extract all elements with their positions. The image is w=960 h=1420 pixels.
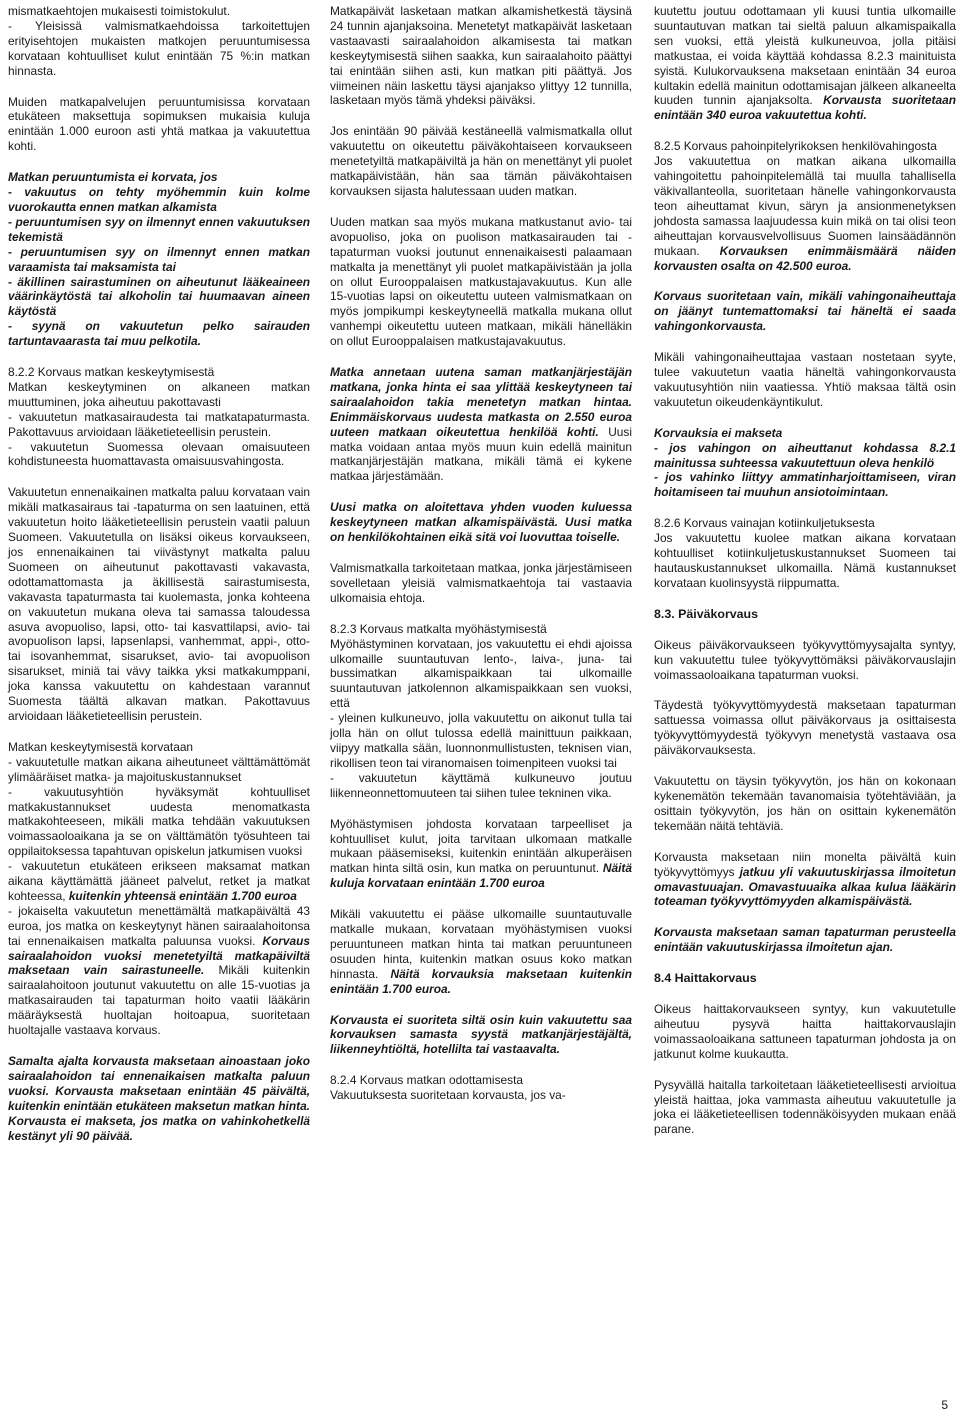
paragraph-text: Matkan keskeytymisestä korvataan - vakuutetulle matkan aikana aiheutuneet välttämättömät ylimääräiset matka- ja majoituskustannukset - vakuutusyhtiön hyväksymät kohtuulliset matkakustannukset uudesta menomatkasta matkakohteeseen, mikäli matka tehdään vakuutuksen voimassaoloaikana ja se on välttämätön työsuhteen tai oppilaitoksessa tapahtuvan opiskelun jatkumisen vuoksi - vakuutetun etukäteen erikseen maksamat matkan aikana käyttämättä jääneet palvelut, retket ja matkat kohteessa,	[8, 739, 310, 903]
section-8-2-5	[654, 139, 956, 273]
paragraph-text: kuutettu joutuu odottamaan yli kuusi tuntia ulkomaille suuntautuvan matkan tai sieltä paluun alkamispaikalla sen vuoksi, että yleistä kulkuneuvoa, jolla pitäisi matkustaa, ei voida käyttää kohdassa 8.2.3 mainituista syistä. Kulukorvauksena maksetaan enintään 34 euroa kultakin edellä mainitun odottamisajan jälkeen alkaneelta kuuden tunnin ajanjaksolta.	[654, 4, 956, 108]
emphasis-text: Korvausta suoritetaan enintään 340 euroa vakuutettua kohti.	[654, 93, 956, 123]
section-heading: 8.3. Päiväkorvaus	[654, 606, 759, 621]
paragraph	[330, 817, 632, 892]
section-8-2-3: 8.2.3 Korvaus matkalta myöhästymisestä Myöhästyminen korvataan, jos vakuutettu ei ehdi ajoissa ulkomaille suuntautuvan lento-, laiva-, juna- tai bussimatkan alkamispaikkaan tai ulkomaille suuntautuvan jatkolennon alkamispaikkaan sen vuoksi, että - yleinen kulkuneuvo, jolla vakuutettu on aikonut tulla tai jolla hän on ollut tulossa edellä mainittuun paikkaan, viipyy matkalla sään, luonnonmullistusten, teknisen vian, rikollisen teon tai viranomaisen toimenpiteen vuoksi tai - vakuutetun käyttämä kulkuneuvo joutuu liikenneonnettomuuteen tai siihen tulee tekninen vika.	[330, 621, 632, 800]
exclusions-list: Korvauksia ei makseta - jos vahingon on aiheuttanut kohdassa 8.2.1 mainitussa suhteessa vakuutettuun oleva henkilö - jos vahinko liittyy ammatinharjoittamiseen, viran hoitamiseen tai muuhun ansiotoimintaan.	[654, 425, 956, 500]
paragraph: Valmismatkalla tarkoitetaan matkaa, jonka järjestämiseen sovelletaan yleisiä valmismatkaehtoja tai vastaavia ulkomaisia ehtoja.	[330, 561, 632, 605]
paragraph-text: Mikäli vakuutettu ei pääse ulkomaille suuntautuvalle matkalle mukaan, korvataan myöhästymisen vuoksi peruuntuneen matkan hinta tai matkan peruuntuneen osuuden hinta, kuitenkin matkan osuus koko matkan hinnasta.	[330, 907, 632, 981]
emphasis-text: Matka annetaan uutena saman matkanjärjestäjän matkana, jonka hinta ei saa ylittää keskeytyneen tai sairaalahoidon takia menetetyn matkan hintaa. Enimmäiskorvaus uudesta matkasta on 2.550 euroa uuteen matkaan oikeutettua henkilöä kohti.	[330, 365, 632, 439]
exclusions-list: Matkan peruuntumista ei korvata, jos - vakuutus on tehty myöhemmin kuin kolme vuorokautta ennen matkan alkamista - peruuntumisen syy on ilmennyt ennen vakuutuksen tekemistä - peruuntumisen syy on ilmennyt ennen matkan varaamista tai maksamista tai - äkillinen sairastuminen on aiheutunut lääkeaineen väärinkäytöstä tai alkoholin tai huumaavan aineen käytöstä - syynä on vakuutetun pelko sairauden tartuntavaarasta tai muu pelkotila.	[8, 170, 310, 349]
paragraph: Jos enintään 90 päivää kestäneellä valmismatkalla ollut vakuutettu on oikeutettu päiväkohtaiseen korvaukseen menetetyiltä matkapäiviltä ja hän on menettänyt yli puolet matkapäivistään, hän saa tämän päiväkohtaisen korvauksen sijasta halutessaan uuden matkan.	[330, 124, 632, 198]
emphasis-paragraph: Uusi matka on aloitettava yhden vuoden kuluessa keskeytyneen matkan alkamispäivästä. Uusi matka on henkilökohtainen eikä sitä voi luovuttaa toiselle.	[330, 500, 632, 545]
paragraph-text: 8.2.5 Korvaus pahoinpitelyrikoksen henkilövahingosta Jos vakuutettua on matkan aikana ulkomailla vahingoitettu pahoinpitelemällä tai muulla tahallisella väkivallanteolla, suoritetaan hänelle vahingonkorvausta teon aiheuttamat kivun, säryn ja ansionmenetyksen johdosta samassa laajuudessa kuin mikä on tai olisi teon aiheuttajan korvausvelvollisuus Suomen lainsäädännön mukaan.	[654, 139, 956, 258]
section-8-2-2: 8.2.2 Korvaus matkan keskeytymisestä Matkan keskeytyminen on alkaneen matkan muuttuminen, joka aiheutuu pakottavasti - vakuutetun matkasairaudesta tai matkatapaturmasta. Pakottavuus arvioidaan lääketieteellisin perustein. - vakuutetun Suomessa olevaan omaisuuteen kohdistuneesta huomattavasta omaisuusvahingosta.	[8, 365, 310, 469]
emphasis-text: jatkuu yli vakuutuskirjassa ilmoitetun omavastuuajan. Omavastuuaika alkaa kulua lääkärin toteaman työkyvyttömyyden alkamispäivästä.	[654, 864, 956, 909]
emphasis-paragraph: Korvaus suoritetaan vain, mikäli vahingonaiheuttaja on jäänyt tuntemattomaksi tai häneltä ei saada vahingonkorvausta.	[654, 289, 956, 334]
paragraph: mismatkaehtojen mukaisesti toimistokulut. - Yleisissä valmismatkaehdoissa tarkoitettujen erityisehtojen mukaisten matkojen peruuntumisessa korvataan kohtuulliset kulut enintään 75 %:in matkan hinnasta.	[8, 4, 310, 78]
paragraph: Vakuutettu on täysin työkyvytön, jos hän on kokonaan kykenemätön tekemään tavanomaisia työtehtäviään, ja osittain työkyvytön, jos hän on osittain kykenemätön tekemään näitä tehtäviä.	[654, 774, 956, 833]
paragraph: Pysyvällä haitalla tarkoitetaan lääketieteellisesti arvioitua yleistä haittaa, joka vammasta aiheutuu vakuutetulle ja joka ei lääketieteellisen todennäköisyyden mukaan enää parane.	[654, 1077, 956, 1137]
paragraph: Oikeus päiväkorvaukseen työkyvyttömyysajalta syntyy, kun vakuutettu tulee työkyvyttömäksi päiväkorvauslajin voimassaoloaikana tapaturman vuoksi.	[654, 637, 956, 682]
emphasis-text: Näitä kuluja korvataan enintään 1.700 euroa	[330, 861, 632, 891]
column-2	[330, 4, 632, 1119]
emphasis-paragraph: Samalta ajalta korvausta maksetaan ainoastaan joko sairaalahoidon tai ennenaikaisen matkalta paluun vuoksi. Korvausta maksetaan enintään 45 päivältä, kuitenkin enintään etukäteen maksetun matkan hinta. Korvausta ei makseta, jos matka on vahinkohetkellä kestänyt yli 90 päivää.	[8, 1054, 310, 1143]
emphasis-text: Korvauksen enimmäismäärä näiden korvausten osalta on 42.500 euroa.	[654, 243, 956, 273]
paragraph: Mikäli vahingonaiheuttajaa vastaan nostetaan syyte, tulee vakuutetun vaatia häneltä vahingonkorvausta vakuutusyhtiön niin vaatiessa. Yhtiö maksaa tältä osin vakuutetun oikeudenkäyntikulut.	[654, 350, 956, 409]
column-1	[8, 4, 310, 1159]
section-8-2-6: 8.2.6 Korvaus vainajan kotiinkuljetuksesta Jos vakuutettu kuolee matkan aikana korvataan kohtuulliset kotiinkuljetuskustannukset Suomeen tai hautauskustannukset ulkomailla. Nämä kustannukset korvataan kuolinsyystä riippumatta.	[654, 516, 956, 590]
paragraph: Vakuutetun ennenaikainen matkalta paluu korvataan vain mikäli matkasairaus tai -tapaturma on sen laatuinen, että vakuutetun hoito lääketieteellisin perustein vaatii paluun Suomeen. Vakuutetulla on lisäksi oikeus korvaukseen, jos ennenaikainen tai viivästynyt matkalta paluu Suomeen on aiheutunut pakottavasti vakavasta, odottamattomasta ja äkillisestä sairastumisesta, vakavasta tapaturmasta tai kuolemasta, jonka kohteena on vakuutetun mukana oleva tai samassa taloudessa asuva avopuoliso, lapsi, otto- tai kasvattilapsi, avio- tai avopuolison lapsi, lapsenlapsi, vanhemmat, appi-, otto- tai isovanhemmat, sisarukset, avio- tai avopuolison sisarukset, miniä tai vävy taikka yksi matkakumppani, joka kanssa vakuutettu on kahdestaan varannut Suomesta täältä alkavan matkan. Pakottavuus arvioidaan lääketieteellisin perustein.	[8, 485, 310, 723]
paragraph-text: - jokaiselta vakuutetun menettämältä matkapäivältä 43 euroa, jos matka on keskeytynyt hänen sairaalahoitonsa tai ennenaikaisen matkalta paluunsa vuoksi.	[8, 903, 310, 948]
paragraph-text: Uusi matka voidaan antaa myös muun kuin edellä mainitun matkanjärjestäjän matkana, mikäli tämä ei kykene matkaa järjestämään.	[330, 424, 632, 484]
paragraph-text: Mikäli kuitenkin sairaalahoitoon joutunut vakuutettu on alle 15-vuotias ja matkasairauden tai tapaturman hoito vaatii lääkärin määräyksestä huoltajan hoitoapua, suoritetaan huoltajalle vastaava korvaus.	[8, 963, 310, 1038]
paragraph-text: Myöhästymisen johdosta korvataan tarpeelliset ja kohtuulliset kulut, joita tarvitaan ulkomaan matkalle mukaan pääsemiseksi, kuitenkin enintään alkuperäisen matkan hinta siltä osin, kun matka on peruuntunut.	[330, 816, 632, 876]
emphasis-paragraph: Korvausta maksetaan saman tapaturman perusteella enintään vakuutuskirjassa ilmoitetun ajan.	[654, 925, 956, 955]
column-3	[654, 4, 956, 1153]
emphasis-text: Korvaus sairaalahoidon vuoksi menetetyiltä matkapäiviltä maksetaan vain sairastuneelle.	[8, 933, 310, 978]
paragraph: Muiden matkapalvelujen peruuntumisissa korvataan etukäteen maksettuja sopimuksen mukaisia kuluja enintään 1.000 euroon asti yhtä matkaa ja vakuutettua kohti.	[8, 94, 310, 154]
page-number: 5	[941, 1398, 948, 1412]
paragraph	[654, 4, 956, 123]
paragraph	[8, 904, 310, 1038]
paragraph-text: Korvausta maksetaan niin monelta päivältä kuin työkyvyttömyys	[654, 849, 956, 879]
section-heading: 8.4 Haittakorvaus	[654, 971, 757, 986]
section-8-2-4: 8.2.4 Korvaus matkan odottamisesta Vakuutuksesta suoritetaan korvausta, jos va-	[330, 1073, 566, 1103]
paragraph: Oikeus haittakorvaukseen syntyy, kun vakuutetulle aiheutuu pysyvä haitta haittakorvauslajin voimassaoloaikana sattuneen tapaturman johdosta ja on jatkunut kolme kuukautta.	[654, 1002, 956, 1061]
paragraph: Uuden matkan saa myös mukana matkustanut avio- tai avopuoliso, joka on puolison matkasairauden tai -tapaturman vuoksi joutunut ennenaikaisesti palaamaan matkalta ja menettänyt yli puolet matkapäivistään ja jolla on ollut Eurooppalaisen matkustajavakuutus. Kun alle 15-vuotias lapsi on oikeutettu uuteen valmismatkaan on myös jompikumpi keskeytyneellä matkalla mukana ollut vanhempi oikeutettu uuteen matkaan, mikäli hänelläkin on ollut Eurooppalaisen matkustajavakuutus.	[330, 214, 632, 349]
emphasis-paragraph: Korvausta ei suoriteta siltä osin kuin vakuutettu saa korvauksen samasta syystä matkanjärjestäjältä, liikenneyhtiöltä, hotellilta tai vastaavalta.	[330, 1012, 632, 1057]
emphasis-text: Näitä korvauksia maksetaan kuitenkin enintään 1.700 euroa.	[330, 966, 632, 996]
paragraph	[330, 907, 632, 996]
paragraph: Täydestä työkyvyttömyydestä maksetaan tapaturman sattuessa voimassa ollut päiväkorvaus ja osittaisesta työkyvyttömyydestä työkyvyn menetystä vastaava osa päiväkorvauksesta.	[654, 698, 956, 758]
paragraph	[654, 850, 956, 910]
paragraph	[8, 740, 310, 904]
paragraph	[330, 365, 632, 484]
paragraph: Matkapäivät lasketaan matkan alkamishetkestä täysinä 24 tunnin ajanjaksoina. Menetetyt matkapäivät lasketaan vastaavasti sairaalahoidon alkamisesta tai matkan keskeytymisestä siihen saakka, kun sairaalahoito päättyi tai enintään siihen asti, kun matkan piti päättyä. Jos viimeinen näin laskettu täysi ajanjakso ylittyy 12 tunnilla, lasketaan myös tämä yhdeksi päiväksi.	[330, 4, 632, 108]
emphasis-text: kuitenkin yhteensä enintään 1.700 euroa	[65, 888, 297, 903]
